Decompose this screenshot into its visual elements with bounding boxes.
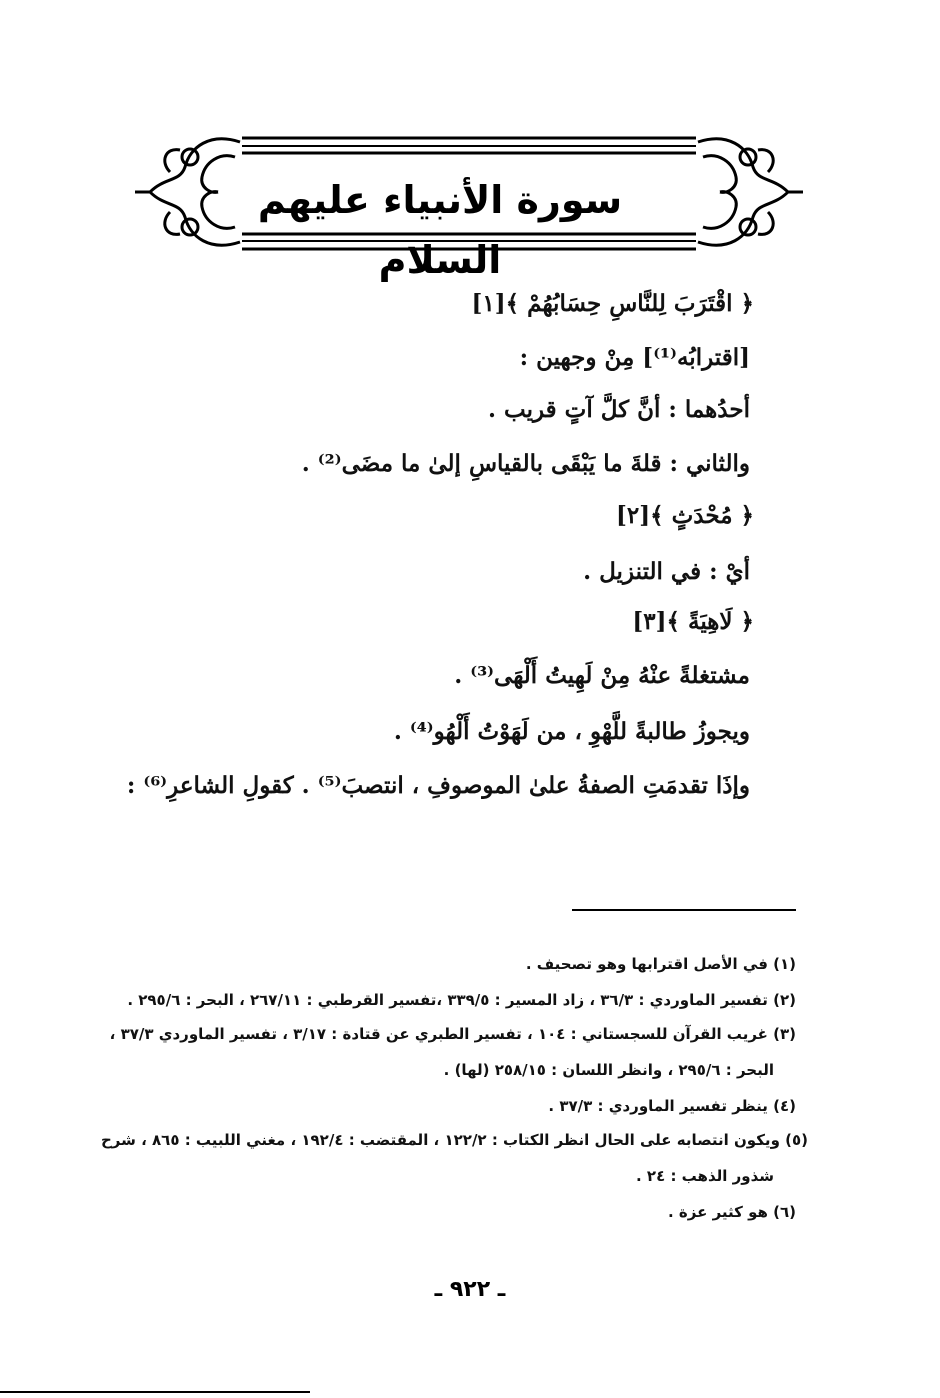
text-line: وإذَا تقدمَتِ الصفةُ علىٰ الموصوفِ ، انتصبَ⁽⁵⁾ . كقولِ الشاعرِ⁽⁶⁾ :	[126, 772, 750, 799]
bottom-edge-line	[0, 1391, 310, 1393]
verse-line: ﴿ لَاهِيَةً ﴾[٣]	[632, 608, 754, 635]
text-line: أيْ : في التنزيل .	[583, 558, 750, 585]
chapter-title: سورة الأنبياء عليهم السلام	[257, 178, 623, 282]
footnote: (٥) ويكون انتصابه على الحال انظر الكتاب : ١٢٢/٢ ، المقتضب : ١٩٢/٤ ، مغني اللبيب : ٨٦٥ ، شرح	[100, 1131, 808, 1149]
footnote: (١) في الأصل اقترابها وهو تصحيف .	[525, 955, 796, 973]
footnote-divider	[572, 909, 796, 911]
footnote-continuation: شذور الذهب : ٢٤ .	[636, 1167, 774, 1185]
text-line: [اقترابُه⁽¹⁾] مِنْ وجهين :	[519, 344, 750, 371]
page-number: ـ ٩٢٢ ـ	[434, 1277, 506, 1302]
text-line: ويجوزُ طالبةً للَّهْوِ ، من لَهَوْتُ أَلْهُو⁽⁴⁾ .	[393, 718, 750, 745]
footnote: (٣) غريب القرآن للسجستاني : ١٠٤ ، تفسير الطبري عن قتادة : ٣/١٧ ، تفسير الماوردي ٣٧/٣ ،	[109, 1025, 796, 1043]
footnote: (٤) ينظر تفسير الماوردي : ٣٧/٣ .	[548, 1097, 796, 1115]
verse-line: ﴿ اقْتَرَبَ لِلنَّاسِ حِسَابُهُمْ ﴾[١]	[471, 290, 754, 317]
footnote-continuation: البحر : ٢٩٥/٦ ، وانظر اللسان : ٢٥٨/١٥ (لها) .	[443, 1061, 774, 1079]
text-line: مشتغلةً عنْهُ مِنْ لَهِيتُ أَلْهَى⁽³⁾ .	[454, 662, 750, 689]
footnote: (٢) تفسير الماوردي : ٣٦/٣ ، زاد المسير : ٣٣٩/٥ ،تفسير القرطبي : ٢٦٧/١١ ، البحر : ٢٩٥/٦ .	[127, 991, 796, 1009]
text-line: والثاني : قلةَ ما يَبْقَى بالقياسِ إلىٰ ما مضَى⁽²⁾ .	[301, 450, 750, 477]
text-line: أحدُهما : أنَّ كلَّ آتٍ قريب .	[487, 396, 750, 423]
footnote: (٦) هو كثير عزة .	[668, 1203, 796, 1221]
verse-line: ﴿ مُحْدَثٍ ﴾[٢]	[616, 502, 754, 529]
